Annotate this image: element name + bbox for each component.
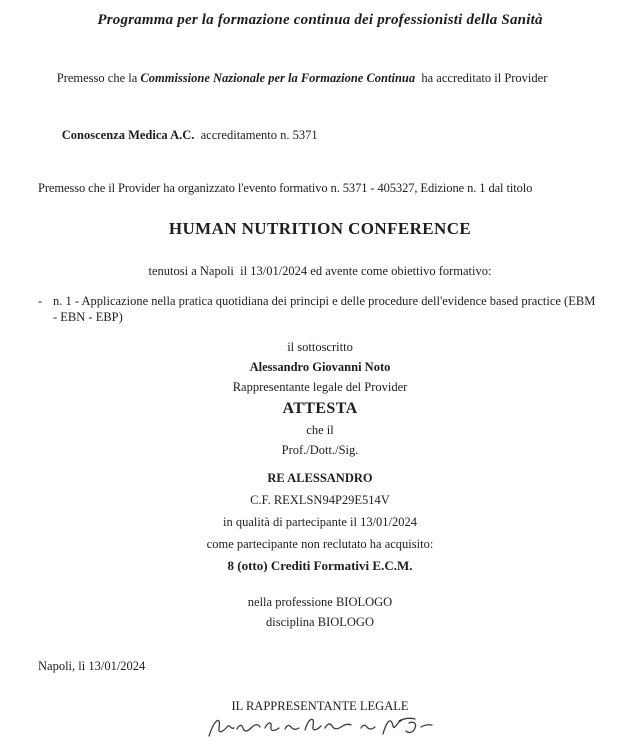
event-details: tenutosi a Napoli il 13/01/2024 ed avente come obiettivo formativo: [148,264,492,278]
participation-line: in qualità di partecipante il 13/01/2024 [222,515,418,529]
legal-rep-role: Rappresentante legale del Provider [232,380,408,394]
signature-block [38,699,602,734]
premise-accreditation [38,50,602,164]
honorific-line: Prof./Dott./Sig. [281,443,359,457]
discipline-line: disciplina BIOLOGO [266,614,374,629]
place-date: Napoli, lì 13/01/2024 [38,659,146,673]
premise-accreditation-line2 [38,107,602,164]
premise-event: Premesso che il Provider ha organizzato l'evento formativo n. 5371 - 405327, Edizione n. 1 dal titolo [38,181,533,195]
program-title: Programma per la formazione continua dei professionisti della Sanità [97,12,543,28]
profession-line: nella professione BIOLOGO [247,595,393,609]
che-il-line: che il [306,423,334,437]
premise-prefix: Premesso che la [56,71,141,85]
premise-suffix: ha accreditato il Provider [415,71,548,85]
profession-section [38,593,602,632]
objective-bullet: - [38,294,43,308]
signature-title: IL RAPPRESENTANTE LEGALE [231,699,409,713]
commission-name: Commissione Nazionale per la Formazione Continua [140,71,416,85]
premise-accreditation-line1 [38,50,602,107]
attests-word: ATTESTA [282,400,358,417]
fiscal-code: C.F. REXLSN94P29E514V [250,493,390,507]
legal-rep-name: Alessandro Giovanni Noto [249,360,391,374]
subscriber-intro: il sottoscritto [287,340,353,354]
participant-section [38,467,602,577]
acquisition-line: come partecipante non reclutato ha acquisito: [206,537,434,551]
accreditation-number: accreditamento n. 5371 [194,128,318,142]
signature-image [38,714,602,734]
participant-name: RE ALESSANDRO [267,471,373,485]
objective-item [38,294,602,325]
credits-line: 8 (otto) Crediti Formativi E.C.M. [227,558,413,573]
event-title: HUMAN NUTRITION CONFERENCE [168,219,472,238]
attestation-header [38,337,602,460]
objective-text: n. 1 - Applicazione nella pratica quotidiana dei principi e delle procedure dell'evidence based practice (EBM - EBN - EBP) [53,294,596,324]
provider-name: Conoscenza Medica A.C. [61,128,195,142]
